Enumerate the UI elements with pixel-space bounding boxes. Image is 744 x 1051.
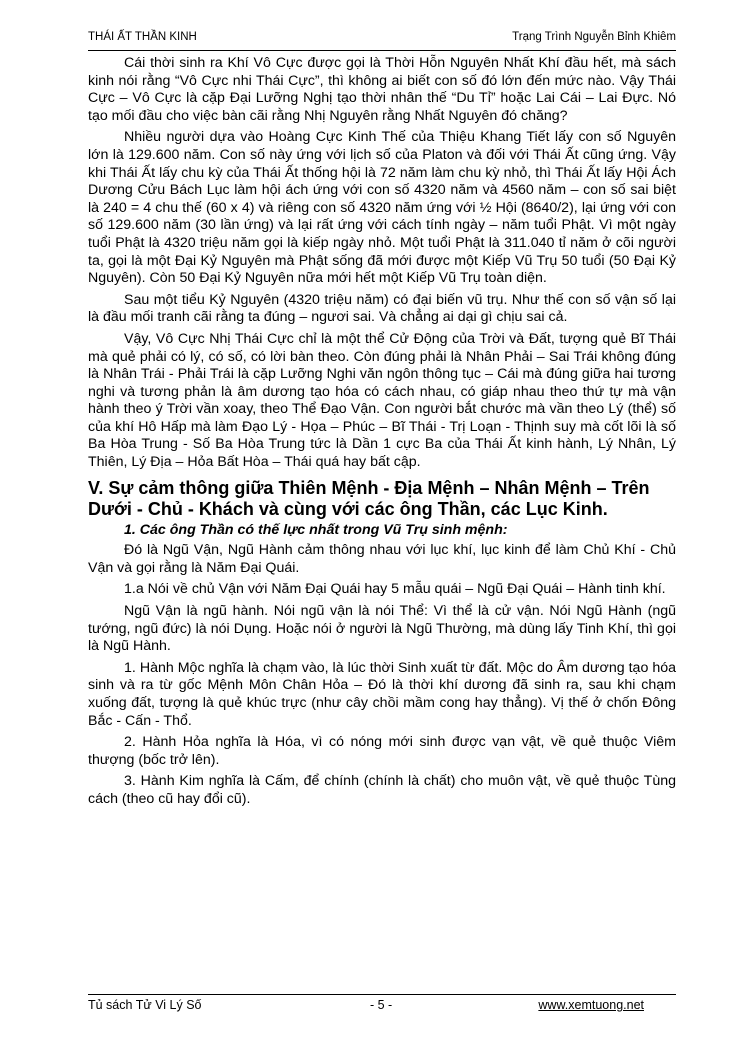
- body-paragraph: Vậy, Vô Cực Nhị Thái Cực chỉ là một thể Cử Động của Trời và Đất, tượng quẻ Bĩ Thái mà quẻ phải có lý, có số, có lời bàn theo. Còn đúng phải là Nhân Phải – Sai Trái không đúng là Nhân Trái - Phải Trái là cặp Lưỡng Nghi văn ngôn thông tục – Cái mà đúng giữa hai tương nghi và tương phản là âm dương tạo hóa có cách nhau, có giáp nhau theo thứ tự mà vận hành theo ý Trời vần xoay, theo Thể Đạo Vận. Con người bắt chước mà vần theo Lý (thể) số của khí Hô Hấp mà làm Đạo Lý - Họa – Phúc – Bĩ Thái - Trị Loạn - Thịnh suy mà cốt lõi là số Ba Hòa Trung - Số Ba Hòa Trung tức là Dần 1 cực Ba của Thái Ất kinh hành, Lý Nhân, Lý Thiên, Lý Địa – Hỏa Bất Hòa – Thái quá hay bất cập.: [88, 330, 676, 471]
- footer-series: Tủ sách Tử Vi Lý Số: [88, 998, 202, 1012]
- body-paragraph: Cái thời sinh ra Khí Vô Cực được gọi là Thời Hỗn Nguyên Nhất Khí đầu hết, mà sách kinh nói rằng “Vô Cực nhi Thái Cực”, thì không ai biết con số đó lớn đến mức nào. Vậy Thái Cực – Vô Cực là cặp Đại Lưỡng Nghị tạo thời nhân thế “Du Tỉ” hoặc Lai Cái – Lai Đực. Nó tạo mối đầu cho việc bàn cãi rằng Nhị Nguyên rằng Nhất Nguyên đó chăng?: [88, 55, 676, 124]
- body-paragraph: 1.a Nói về chủ Vận với Năm Đại Quái hay 5 mẫu quái – Ngũ Đại Quái – Hành tinh khí.: [124, 581, 666, 598]
- body-paragraph: Nhiều người dựa vào Hoàng Cực Kinh Thế của Thiệu Khang Tiết lấy con số Nguyên lớn là 129.600 năm. Con số này ứng với lịch số của Platon và đối với Thái Ất cũng ứng. Vậy khi Thái Ất lấy chu kỳ của Thái Ất thống hội là 72 năm làm chu kỳ nhỏ, thì Thái Ất lấy Hội Ách Dương Cửu Bách Lục làm hội ách ứng với con số 4320 năm và 4560 năm – con số sai biệt là 240 = 4 chu thế (60 x 4) và riêng con số 4320 năm ứng với ½ Hội (8640/2), lại ứng với con số 129.600 năm (30 lần ứng) và lại rất ứng với cách tính ngày – năm tuổi Phật. Vì một ngày tuổi Phật là 4320 triệu năm gọi là kiếp ngày nhỏ. Một tuổi Phật là 311.040 tỉ năm ở cõi người ta, gọi là một Đại Kỷ Nguyên mà Phật sống đã mới được một Kiếp Vũ Trụ 50 tuổi (50 Đại Kỷ Nguyên). Còn 50 Đại Kỷ Nguyên nữa mới hết một Kiếp Vũ Trụ toàn diện.: [88, 129, 676, 287]
- body-paragraph: 3. Hành Kim nghĩa là Cấm, để chính (chính là chất) cho muôn vật, về quẻ thuộc Tùng cách (theo cũ hay đổi cũ).: [88, 773, 676, 807]
- body-paragraph: Ngũ Vận là ngũ hành. Nói ngũ vận là nói Thể: Vì thể là cử vận. Nói Ngũ Hành (ngũ tướng, ngũ đức) là nói Dụng. Hoặc nói ở người là Ngũ Thường, mà dùng lấy Tinh Khí, thì gọi là Ngũ Hành.: [88, 603, 676, 655]
- body-paragraph: Sau một tiểu Kỷ Nguyên (4320 triệu năm) có đại biến vũ trụ. Như thế con số vận số lại là đầu mối tranh cãi rằng ta đúng – ngươi sai. Và chẳng ai dại gì chịu sai cả.: [88, 291, 676, 326]
- header-divider: [88, 50, 676, 51]
- subheading: 1. Các ông Thần có thế lực nhất trong Vũ Trụ sinh mệnh:: [124, 521, 508, 538]
- footer-website-link[interactable]: www.xemtuong.net: [538, 998, 644, 1012]
- body-paragraph: Đó là Ngũ Vận, Ngũ Hành cảm thông nhau với lục khí, lục kinh để làm Chủ Khí - Chủ Vận và gọi rằng là Năm Đại Quái.: [88, 542, 676, 576]
- page-number: - 5 -: [370, 998, 393, 1012]
- body-paragraph: 1. Hành Mộc nghĩa là chạm vào, là lúc thời Sinh xuất từ đất. Mộc do Âm dương tạo hóa sinh và ra từ gốc Mệnh Môn Chân Hỏa – Đó là thời khí dương đã sinh ra, sau khi chạm xuống đất, tượng là quẻ khúc trực (như cây chồi mầm cong hay thẳng). Vị thế ở chốn Đông Bắc - Cấn - Thổ.: [88, 659, 676, 729]
- page-body: [88, 55, 676, 813]
- header-author: Trạng Trình Nguyễn Bỉnh Khiêm: [512, 31, 676, 43]
- header-book-title: THÁI ẤT THẦN KINH: [88, 31, 197, 43]
- section-title: V. Sự cảm thông giữa Thiên Mệnh - Địa Mệnh – Nhân Mệnh – Trên Dưới - Chủ - Khách và cùng với các ông Thần, các Lục Kinh.: [88, 477, 650, 519]
- body-paragraph: 2. Hành Hỏa nghĩa là Hóa, vì có nóng mới sinh được vạn vật, về quẻ thuộc Viêm thượng (bốc trở lên).: [88, 734, 676, 768]
- page-header: [88, 31, 676, 47]
- footer-divider: [88, 994, 676, 995]
- page-footer: [88, 998, 676, 1014]
